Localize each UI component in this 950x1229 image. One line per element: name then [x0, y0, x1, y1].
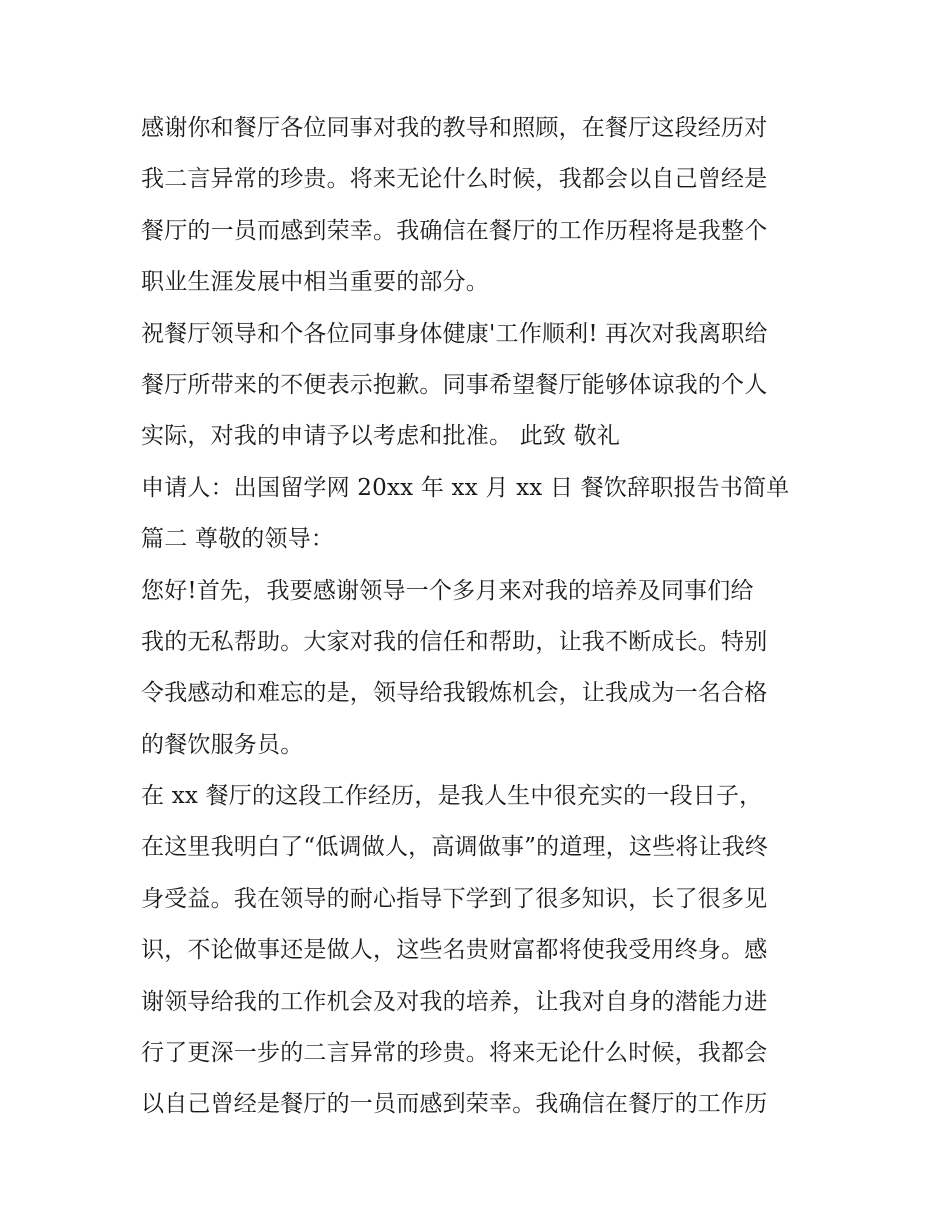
text-line: 以自己曾经是餐厅的一员而感到荣幸。我确信在餐厅的工作历: [141, 1091, 768, 1118]
text-line: 祝餐厅领导和个各位同事身体健康'工作顺利! 再次对我离职给: [141, 320, 768, 347]
text-line: 行了更深一步的二言异常的珍贵。将来无论什么时候，我都会: [141, 1040, 768, 1067]
text-line: 身受益。我在领导的耐心指导下学到了很多知识，长了很多见: [141, 885, 768, 912]
text-line: 餐厅的一员而感到荣幸。我确信在餐厅的工作历程将是我整个: [141, 217, 768, 244]
text-line: 在 xx 餐厅的这段工作经历，是我人生中很充实的一段日子，: [141, 783, 763, 810]
text-line: 餐厅所带来的不便表示抱歉。同事希望餐厅能够体谅我的个人: [141, 371, 768, 398]
document-body: [141, 103, 821, 1131]
text-line: 在这里我明白了“低调做人，高调做事”的道理，这些将让我终: [141, 834, 769, 861]
text-line: 谢领导给我的工作机会及对我的培养，让我对自身的潜能力进: [141, 988, 768, 1015]
text-line: 篇二 尊敬的领导：: [141, 526, 335, 553]
text-line: 感谢你和餐厅各位同事对我的教导和照顾，在餐厅这段经历对: [141, 115, 768, 141]
text-line: 令我感动和难忘的是，领导给我锻炼机会，让我成为一名合格: [141, 680, 768, 707]
text-line: 我二言异常的珍贵。将来无论什么时候，我都会以自己曾经是: [141, 166, 768, 193]
text-line: 实际，对我的申请予以考虑和批准。 此致 敬礼: [141, 423, 621, 450]
text-line: 我的无私帮助。大家对我的信任和帮助，让我不断成长。特别: [141, 628, 768, 655]
text-line: 识，不论做事还是做人，这些名贵财富都将使我受用终身。感: [141, 937, 768, 964]
text-line: 申请人：出国留学网 20xx 年 xx 月 xx 日 餐饮辞职报告书简单: [141, 474, 790, 501]
text-line: 职业生涯发展中相当重要的部分。: [141, 269, 489, 296]
text-line: 您好!首先，我要感谢领导一个多月来对我的培养及同事们给: [141, 577, 754, 604]
text-line: 的餐饮服务员。: [141, 731, 304, 758]
